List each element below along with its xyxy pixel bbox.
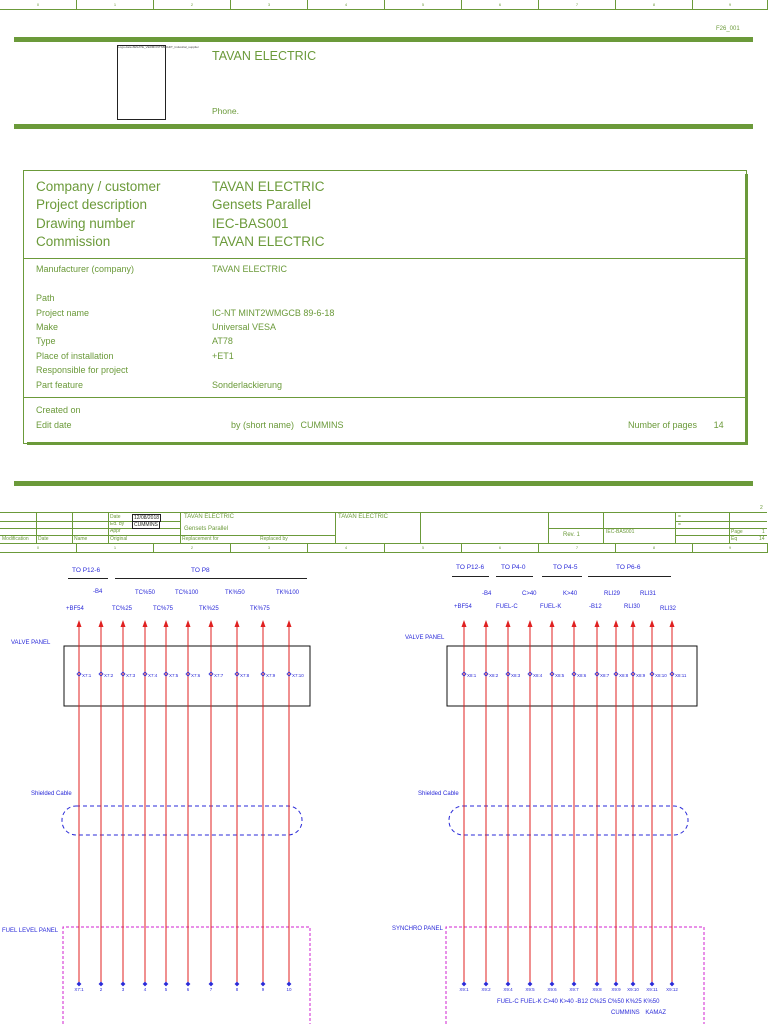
col-4: 4: [308, 0, 385, 9]
right-bottom-terminal-label: X9:8: [592, 987, 602, 992]
header-company: TAVAN ELECTRIC: [212, 49, 317, 63]
right-terminal-label: X8:1: [467, 673, 477, 678]
left-signal-bf54: +BF54: [66, 606, 84, 612]
left-bottom-terminal-mark: [287, 982, 291, 986]
right-terminal-label: X8:4: [533, 673, 543, 678]
left-terminal-label: X7:6: [191, 673, 201, 678]
left-wire-arrow: [261, 620, 266, 627]
right-terminal-label: X8:7: [600, 673, 610, 678]
edit-label: Edit date: [36, 420, 72, 430]
right-bottom-terminal-label: X9:1: [459, 987, 469, 992]
right-wire-arrow: [572, 620, 577, 627]
tb-company1: TAVAN ELECTRIC: [184, 514, 235, 520]
right-bottom-terminal-label: X9:4: [503, 987, 513, 992]
left-bottom-terminal-mark: [121, 982, 125, 986]
left-signal-tk75: TK%75: [250, 606, 270, 612]
page-marker: 2: [760, 505, 763, 511]
left-bottom-terminal-label: 2: [99, 987, 103, 992]
col-4: 4: [308, 543, 385, 552]
col-7: 7: [539, 0, 616, 9]
left-terminal-label: X7:10: [292, 673, 304, 678]
left-terminal-label: X7:9: [266, 673, 276, 678]
left-bottom-terminal-mark: [143, 982, 147, 986]
right-terminal-label: X8:6: [577, 673, 587, 678]
manufacturer-label: Manufacturer (company): [36, 264, 135, 274]
right-group-p66: TO P6-6: [616, 564, 641, 571]
tb-replacement-label: Replacement for: [182, 536, 219, 542]
tb-date2-label: Date: [38, 536, 49, 542]
drawing-label: Drawing number: [36, 216, 136, 231]
right-top-label-c40: C>40: [522, 591, 537, 597]
project-name-value: IC-NT MINT2WMGCB 89-6-18: [212, 308, 335, 318]
left-bottom-terminal-label: 6: [186, 987, 190, 992]
tb-company2: TAVAN ELECTRIC: [338, 514, 389, 520]
tb-eq-value: 14: [759, 536, 765, 542]
right-bottom-terminal-mark: [484, 982, 488, 986]
make-label: Make: [36, 322, 59, 332]
right-bottom-panel-box: [446, 927, 704, 1024]
right-group-p40: TO P4-0: [501, 564, 526, 571]
manufacturer-value: TAVAN ELECTRIC: [212, 264, 288, 274]
tb-page-value: 1: [762, 529, 765, 535]
form-code: F26_001: [716, 26, 740, 32]
right-top-label-rli29: RLI29: [604, 591, 621, 597]
col-9: 9: [693, 0, 768, 9]
left-bottom-terminal-label: 8: [235, 987, 239, 992]
left-top-label-tc50: TC%50: [135, 590, 156, 596]
left-top-label-tk50: TK%50: [225, 590, 245, 596]
right-bottom-terminal-label: X9:10: [627, 987, 639, 992]
tb-original-label: Original: [110, 536, 128, 542]
company-label: Company / customer: [36, 179, 161, 194]
tb-date-label: Date: [110, 514, 121, 520]
right-bottom-terminal-label: X9:6: [547, 987, 557, 992]
left-signal-tk25: TK%25: [199, 606, 219, 612]
right-signal-bf54: +BF54: [454, 604, 472, 610]
tb-name-label: Name: [74, 536, 88, 542]
right-terminal-label: X8:11: [675, 673, 687, 678]
right-terminal-label: X8:3: [511, 673, 521, 678]
right-bottom-terminal-mark: [614, 982, 618, 986]
left-terminal-label: X7:1: [82, 673, 92, 678]
right-signal-b12: -B12: [589, 604, 602, 610]
right-bottom-terminal-label: X9:9: [611, 987, 621, 992]
left-shielded-cable: [62, 806, 302, 835]
right-wire-arrow: [595, 620, 600, 627]
left-wire-arrow: [143, 620, 148, 627]
col-6: 6: [462, 543, 539, 552]
right-top-label-rli31: RLI31: [640, 591, 657, 597]
left-bottom-terminal-mark: [164, 982, 168, 986]
right-bottom-terminal-mark: [462, 982, 466, 986]
left-signal-tc75: TC%75: [153, 606, 174, 612]
left-terminal-label: X7:7: [214, 673, 224, 678]
right-signal-fuelk: FUEL-K: [540, 604, 562, 610]
left-bottom-terminal-label: 10: [286, 987, 292, 992]
right-terminal-label: X8:10: [655, 673, 667, 678]
right-terminal-label: X8:9: [636, 673, 646, 678]
left-fuel-panel-label: FUEL LEVEL PANEL: [2, 928, 59, 934]
right-bottom-terminal-mark: [595, 982, 599, 986]
left-wire-arrow: [209, 620, 214, 627]
col-9: 9: [693, 543, 768, 552]
col-8: 8: [616, 0, 693, 9]
pages-label: Number of pages: [628, 420, 698, 430]
type-label: Type: [36, 336, 56, 346]
col-1: 1: [77, 543, 154, 552]
project-name-label: Project name: [36, 308, 90, 318]
col-1: 1: [77, 0, 154, 9]
left-top-label-tk100: TK%100: [276, 590, 300, 596]
commission-label: Commission: [36, 234, 111, 249]
left-shielded-label: Shielded Cable: [31, 791, 72, 797]
right-bottom-terminal-mark: [650, 982, 654, 986]
col-0: 0: [0, 543, 77, 552]
drawing-value: IEC-BAS001: [212, 216, 289, 231]
right-bottom-terminal-label: X9:5: [525, 987, 535, 992]
right-top-label-k40: K>40: [563, 591, 578, 597]
logo-caption: Logo-data ZENATE_VERMONTSBRADT_Industrial_supplier: [118, 45, 199, 49]
header-phone: Phone.: [212, 106, 239, 116]
right-bottom-terminal-label: X9:11: [646, 987, 658, 992]
right-group-p12: TO P12-6: [456, 564, 485, 571]
left-wire-arrow: [77, 620, 82, 627]
responsible-label: Responsible for project: [36, 365, 129, 375]
tb-appr-label: Appr: [110, 528, 121, 534]
right-wire-arrow: [528, 620, 533, 627]
left-terminal-label: X7:5: [169, 673, 179, 678]
right-terminal-label: X8:8: [619, 673, 629, 678]
col-5: 5: [385, 0, 462, 9]
part-feature-label: Part feature: [36, 380, 84, 390]
left-top-label-b4: -B4: [93, 589, 103, 595]
tb-replaced-label: Replaced by: [260, 536, 288, 542]
left-terminal-label: X7:4: [148, 673, 158, 678]
left-bottom-terminal-mark: [99, 982, 103, 986]
left-valve-panel-label: VALVE PANEL: [11, 640, 51, 646]
left-wire-arrow: [186, 620, 191, 627]
col-7: 7: [539, 543, 616, 552]
left-wire-arrow: [287, 620, 292, 627]
path-label: Path: [36, 293, 55, 303]
right-bottom-terminal-mark: [528, 982, 532, 986]
place-label: Place of installation: [36, 351, 114, 361]
right-terminal-label: X8:2: [489, 673, 499, 678]
tb-modification-label: Modification: [2, 536, 29, 542]
left-bottom-terminal-mark: [77, 982, 81, 986]
tb-eq-sign-2: =: [678, 522, 681, 528]
left-wire-arrow: [99, 620, 104, 627]
company-value: TAVAN ELECTRIC: [212, 179, 325, 194]
col-0: 0: [0, 0, 77, 9]
right-bottom-terminal-mark: [631, 982, 635, 986]
col-5: 5: [385, 543, 462, 552]
col-3: 3: [231, 0, 308, 9]
right-synchro-panel-label: SYNCHRO PANEL: [392, 926, 443, 932]
left-bottom-terminal-label: 3: [121, 987, 125, 992]
part-feature-value: Sonderlackierung: [212, 380, 283, 390]
tb-project: Gensets Parallel: [184, 526, 229, 532]
left-terminal-label: X7:3: [126, 673, 136, 678]
right-bottom-terminal-mark: [550, 982, 554, 986]
created-label: Created on: [36, 405, 81, 415]
right-wire-arrow: [484, 620, 489, 627]
tb-page-label: Page: [731, 529, 743, 535]
by-label: by (short name): [231, 420, 295, 430]
right-bottom-terminal-mark: [506, 982, 510, 986]
pages-value: 14: [713, 420, 724, 430]
by-value: CUMMINS: [300, 420, 344, 430]
left-bottom-terminal-mark: [186, 982, 190, 986]
right-signal-fuelc: FUEL-C: [496, 604, 518, 610]
left-wire-arrow: [164, 620, 169, 627]
left-signal-tc25: TC%25: [112, 606, 133, 612]
right-signal-rli30: RLI30: [624, 604, 641, 610]
left-bottom-terminal-label: 4: [143, 987, 147, 992]
left-bottom-panel-box: [63, 927, 310, 1024]
left-bottom-terminal-label: 9: [261, 987, 265, 992]
right-valve-panel-label: VALVE PANEL: [405, 635, 445, 641]
left-wire-arrow: [235, 620, 240, 627]
left-terminal-label: X7:8: [240, 673, 250, 678]
tb-eq-sign-1: =: [678, 514, 681, 520]
right-terminal-label: X8:5: [555, 673, 565, 678]
right-bottom-sub: CUMMINS KAMAZ: [611, 1010, 666, 1016]
col-8: 8: [616, 543, 693, 552]
right-top-label-b4: -B4: [482, 591, 492, 597]
left-bottom-terminal-label: 7: [209, 987, 213, 992]
right-bottom-terminal-label: X9:2: [481, 987, 491, 992]
tb-rev: Rev. 1: [563, 532, 580, 538]
col-6: 6: [462, 0, 539, 9]
right-bottom-terminal-label: X9:12: [666, 987, 678, 992]
project-label: Project description: [36, 197, 148, 212]
left-bottom-terminal-label: 5: [164, 987, 168, 992]
left-wire-arrow: [121, 620, 126, 627]
tb-drawing: IEC-BAS001: [606, 529, 635, 535]
right-bottom-terminal-mark: [572, 982, 576, 986]
project-value: Gensets Parallel: [212, 197, 312, 212]
right-wire-arrow: [614, 620, 619, 627]
left-bottom-terminal-mark: [235, 982, 239, 986]
right-shielded-label: Shielded Cable: [418, 791, 459, 797]
tb-eq-label: Eq: [731, 536, 738, 542]
right-wire-arrow: [631, 620, 636, 627]
left-group-p8: TO P8: [191, 567, 210, 574]
commission-value: TAVAN ELECTRIC: [212, 234, 325, 249]
tb-ed-value: CUMMINS: [134, 522, 158, 528]
right-wire-arrow: [506, 620, 511, 627]
col-2: 2: [154, 543, 231, 552]
right-bottom-terminal-mark: [670, 982, 674, 986]
right-wire-arrow: [670, 620, 675, 627]
make-value: Universal VESA: [212, 322, 277, 332]
left-group-p12: TO P12-6: [72, 567, 101, 574]
place-value: +ET1: [212, 351, 234, 361]
left-bottom-terminal-mark: [209, 982, 213, 986]
left-terminal-label: X7:2: [104, 673, 114, 678]
tb-ed-label: Ed. by: [110, 521, 125, 527]
right-bottom-terminal-label: X9:7: [569, 987, 579, 992]
col-3: 3: [231, 543, 308, 552]
right-signal-rli32: RLI32: [660, 606, 677, 612]
right-group-p45: TO P4-5: [553, 564, 578, 571]
right-bottom-signals: FUEL-C FUEL-K C>40 K>40 -B12 C%25 C%50 K%25 K%50: [497, 999, 660, 1005]
right-wire-arrow: [650, 620, 655, 627]
left-bottom-terminal-label: X7:1: [74, 987, 84, 992]
left-top-label-tc100: TC%100: [175, 590, 199, 596]
tb-date-value: 12/08/2018: [134, 515, 160, 521]
col-2: 2: [154, 0, 231, 9]
type-value: AT78: [212, 336, 233, 346]
right-wire-arrow: [550, 620, 555, 627]
right-wire-arrow: [462, 620, 467, 627]
left-bottom-terminal-mark: [261, 982, 265, 986]
